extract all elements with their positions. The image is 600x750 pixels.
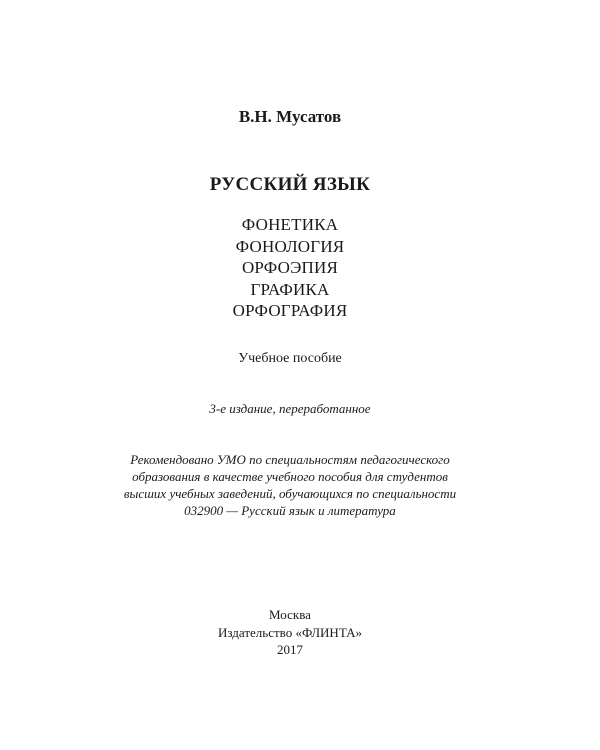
subject-item: ГРАФИКА bbox=[250, 279, 330, 299]
subjects-list bbox=[0, 214, 590, 322]
book-type: Учебное пособие bbox=[238, 351, 342, 366]
publication-year: 2017 bbox=[277, 642, 303, 657]
subject-item: ОРФОГРАФИЯ bbox=[232, 301, 348, 320]
subject-item: ФОНОЛОГИЯ bbox=[235, 236, 345, 256]
recommendation-line: Рекомендовано УМО по специальностям педагогического bbox=[130, 452, 450, 467]
book-title: РУССКИЙ ЯЗЫК bbox=[209, 174, 371, 195]
recommendation-line: высших учебных заведений, обучающихся по специальности bbox=[123, 486, 457, 501]
publisher-name: Издательство «ФЛИНТА» bbox=[217, 624, 363, 640]
publication-city: Москва bbox=[269, 607, 311, 622]
author-name: В.Н. Мусатов bbox=[238, 107, 342, 126]
recommendation-line: 032900 — Русский язык и литература bbox=[184, 503, 396, 518]
recommendation-line: образования в качестве учебного пособия для студентов bbox=[132, 469, 448, 484]
recommendation-text bbox=[60, 451, 520, 519]
subject-item: ФОНЕТИКА bbox=[241, 215, 339, 234]
imprint bbox=[0, 606, 590, 659]
edition-note: 3-е издание, переработанное bbox=[209, 401, 371, 416]
subject-item: ОРФОЭПИЯ bbox=[241, 258, 339, 277]
